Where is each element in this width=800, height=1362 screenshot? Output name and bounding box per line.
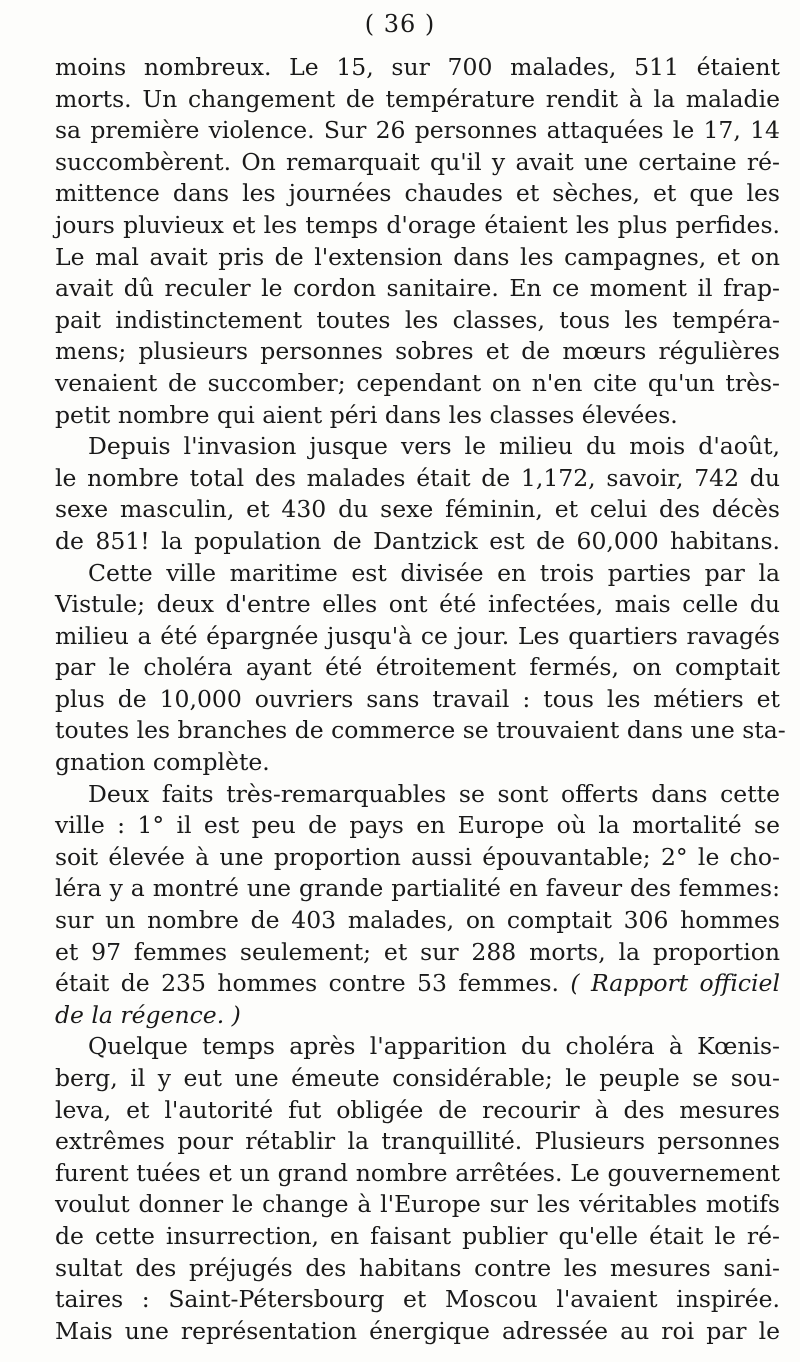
text-line: extrêmes pour rétablir la tranquillité. Plusieurs personnes: [55, 1127, 780, 1156]
text-line: Vistule; deux d'entre elles ont été infectées, mais celle du: [55, 590, 780, 619]
text-line: milieu a été épargnée jusqu'à ce jour. Les quartiers ravagés: [55, 621, 780, 650]
text-line: Le mal avait pris de l'extension dans les campagnes, et on: [55, 242, 780, 271]
text-line: moins nombreux. Le 15, sur 700 malades, 511 étaient: [55, 53, 780, 81]
page-number: ( 36 ): [364, 10, 436, 38]
text-line: léra y a montré une grande partialité en faveur des femmes:: [55, 874, 780, 903]
text-line: Cette ville maritime est divisée en trois parties par la: [88, 558, 780, 587]
text-line: taires : Saint-Pétersbourg et Moscou l'avaient inspirée.: [55, 1285, 780, 1314]
text-line: Deux faits très-remarquables se sont offerts dans cette: [88, 779, 780, 808]
citation-italic: de la régence. ): [55, 1000, 241, 1029]
text-line: berg, il y eut une émeute considérable; le peuple se sou-: [55, 1064, 780, 1092]
text-line: [55, 968, 780, 1000]
citation-italic: ( Rapport officiel: [570, 969, 780, 998]
text-line: sexe masculin, et 430 du sexe féminin, et celui des décès: [55, 495, 780, 524]
text-line: voulut donner le change à l'Europe sur les véritables motifs: [55, 1190, 780, 1219]
text-line: leva, et l'autorité fut obligée de recourir à des mesures: [55, 1095, 780, 1124]
text-line: de 851! la population de Dantzick est de 60,000 habitans.: [55, 526, 780, 555]
text-line: sultat des préjugés des habitans contre les mesures sani-: [55, 1253, 780, 1282]
text-line: Depuis l'invasion jusque vers le milieu du mois d'août,: [88, 432, 780, 461]
text-line: sur un nombre de 403 malades, on comptait 306 hommes: [55, 906, 780, 935]
text-line: jours pluvieux et les temps d'orage étaient les plus perfides.: [55, 210, 780, 239]
text-line: avait dû reculer le cordon sanitaire. En ce moment il frap-: [55, 274, 780, 303]
text-line: ville : 1° il est peu de pays en Europe où la mortalité se: [55, 811, 780, 840]
text-line: Mais une représentation énergique adressée au roi par le: [55, 1316, 780, 1345]
text-line: et 97 femmes seulement; et sur 288 morts, la proportion: [55, 937, 780, 966]
text-line: mittence dans les journées chaudes et sèches, et que les: [55, 179, 780, 208]
body-text: [55, 52, 786, 1347]
text-line: succombèrent. On remarquait qu'il y avait une certaine ré-: [55, 147, 780, 176]
text-line: Quelque temps après l'apparition du choléra à Kœnis-: [88, 1032, 780, 1061]
text-line: petit nombre qui aient péri dans les classes élevées.: [55, 400, 678, 429]
text-line: soit élevée à une proportion aussi épouvantable; 2° le cho-: [55, 842, 780, 871]
text-line: venaient de succomber; cependant on n'en cite qu'un très-: [55, 368, 780, 397]
text-line-part: était de 235 hommes contre 53 femmes.: [55, 969, 559, 998]
text-line: plus de 10,000 ouvriers sans travail : tous les métiers et: [55, 684, 780, 713]
text-line: sa première violence. Sur 26 personnes attaquées le 17, 14: [55, 116, 780, 145]
text-line: pait indistinctement toutes les classes, tous les tempéra-: [55, 305, 780, 334]
text-line: mens; plusieurs personnes sobres et de mœurs régulières: [55, 337, 780, 366]
text-line: par le choléra ayant été étroitement fermés, on comptait: [55, 653, 780, 682]
text-line: toutes les branches de commerce se trouvaient dans une sta-: [55, 716, 786, 745]
text-line: de cette insurrection, en faisant publier qu'elle était le ré-: [55, 1221, 780, 1250]
text-line: morts. Un changement de température rendit à la maladie: [55, 84, 780, 113]
text-line: gnation complète.: [55, 748, 270, 777]
text-line: le nombre total des malades était de 1,172, savoir, 742 du: [55, 463, 780, 492]
text-line: furent tuées et un grand nombre arrêtées. Le gouvernement: [55, 1158, 780, 1187]
